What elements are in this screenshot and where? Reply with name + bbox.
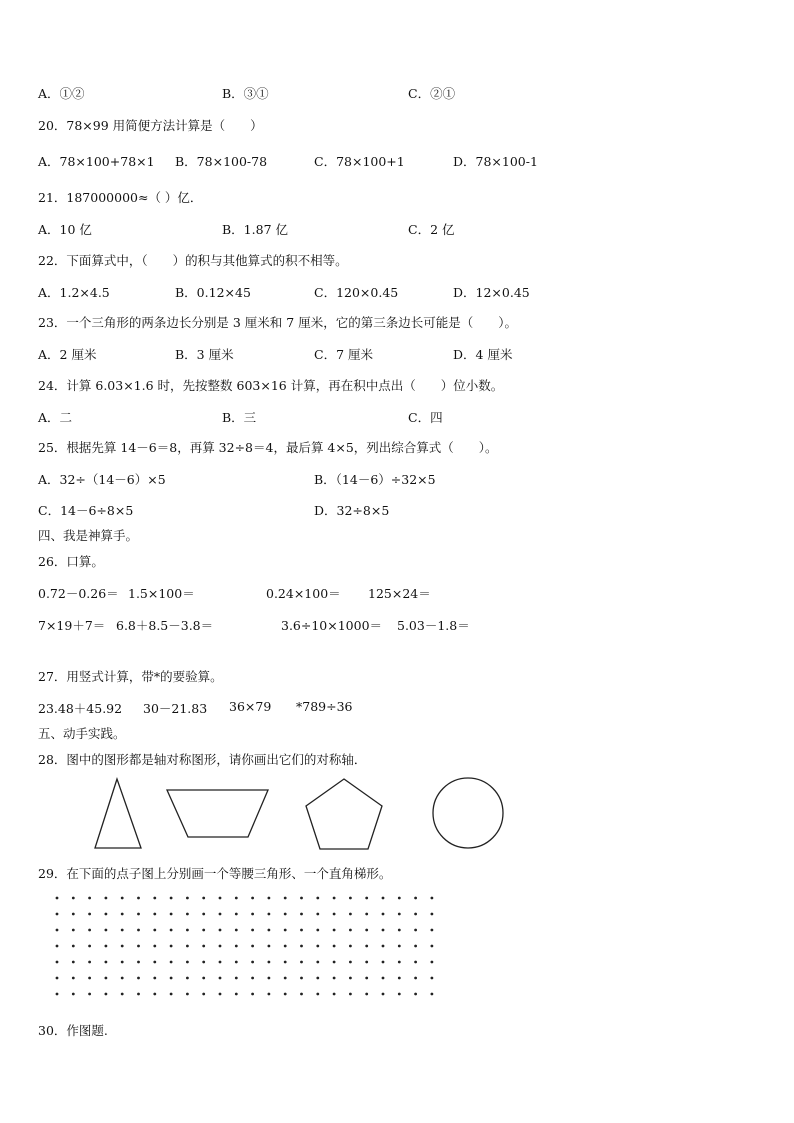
grid-dot	[284, 913, 287, 916]
grid-dot	[137, 913, 140, 916]
q26-item: 3.6÷10×1000＝	[281, 618, 383, 633]
grid-dot	[219, 913, 222, 916]
grid-dot	[414, 929, 417, 932]
grid-dot	[284, 945, 287, 948]
grid-dot	[153, 913, 156, 916]
grid-dot	[414, 913, 417, 916]
grid-dot	[349, 913, 352, 916]
q27-item: *789÷36	[296, 699, 353, 714]
grid-dot	[349, 945, 352, 948]
q27-item: 36×79	[229, 699, 272, 714]
q25-option-b: B．（14－6）÷32×5	[314, 472, 436, 487]
q27-item: 30－21.83	[143, 701, 208, 716]
grid-dot	[235, 977, 238, 980]
trapezoid-icon	[167, 790, 268, 837]
grid-dot	[219, 945, 222, 948]
grid-dot	[268, 945, 271, 948]
q25-option-a: A．32÷（14－6）×5	[38, 472, 166, 487]
grid-dot	[137, 897, 140, 900]
q24-option-c: C．四	[408, 410, 443, 425]
grid-dot	[349, 993, 352, 996]
grid-dot	[349, 929, 352, 932]
grid-dot	[121, 929, 124, 932]
grid-dot	[170, 913, 173, 916]
grid-dot	[382, 913, 385, 916]
grid-dot	[121, 993, 124, 996]
q22-option-d: D．12×0.45	[453, 285, 530, 300]
grid-dot	[365, 961, 368, 964]
grid-dot	[316, 993, 319, 996]
q26-item: 6.8＋8.5－3.8＝	[116, 618, 214, 633]
q27-stem: 27．用竖式计算，带*的要验算。	[38, 669, 223, 684]
grid-dot	[431, 945, 434, 948]
grid-dot	[153, 977, 156, 980]
grid-dot	[431, 929, 434, 932]
grid-dot	[349, 977, 352, 980]
q19-option-b: B．③①	[222, 86, 269, 101]
grid-dot	[284, 993, 287, 996]
grid-dot	[300, 977, 303, 980]
pentagon-icon	[306, 779, 382, 849]
q21-option-c: C．2 亿	[408, 222, 455, 237]
grid-dot	[72, 977, 75, 980]
circle-icon	[433, 778, 503, 848]
grid-dot	[186, 897, 189, 900]
grid-dot	[202, 929, 205, 932]
grid-dot	[431, 993, 434, 996]
grid-dot	[365, 977, 368, 980]
grid-dot	[316, 929, 319, 932]
grid-dot	[382, 977, 385, 980]
q22-option-b: B．0.12×45	[175, 285, 251, 300]
q20-stem: 20．78×99 用简便方法计算是（ ）	[38, 118, 263, 133]
grid-dot	[333, 961, 336, 964]
grid-dot	[316, 961, 319, 964]
grid-dot	[333, 993, 336, 996]
grid-dot	[300, 945, 303, 948]
grid-dot	[300, 993, 303, 996]
grid-dot	[219, 961, 222, 964]
q20-option-c: C．78×100+1	[314, 154, 405, 169]
grid-dot	[235, 913, 238, 916]
grid-dot	[88, 945, 91, 948]
grid-dot	[365, 913, 368, 916]
grid-dot	[219, 993, 222, 996]
grid-dot	[186, 977, 189, 980]
q20-option-a: A．78×100+78×1	[38, 154, 155, 169]
grid-dot	[121, 913, 124, 916]
grid-dot	[382, 961, 385, 964]
grid-dot	[365, 897, 368, 900]
grid-dot	[88, 913, 91, 916]
grid-dot	[414, 977, 417, 980]
grid-dot	[431, 897, 434, 900]
grid-dot	[414, 993, 417, 996]
grid-dot	[56, 897, 59, 900]
grid-dot	[235, 961, 238, 964]
grid-dot	[316, 977, 319, 980]
grid-dot	[105, 929, 108, 932]
grid-dot	[268, 929, 271, 932]
grid-dot	[219, 929, 222, 932]
grid-dot	[284, 977, 287, 980]
grid-dot	[186, 929, 189, 932]
q26-item: 125×24＝	[368, 586, 431, 601]
grid-dot	[268, 961, 271, 964]
grid-dot	[251, 993, 254, 996]
grid-dot	[251, 913, 254, 916]
grid-dot	[153, 961, 156, 964]
grid-dot	[333, 913, 336, 916]
grid-dot	[284, 961, 287, 964]
grid-dot	[202, 977, 205, 980]
grid-dot	[382, 897, 385, 900]
grid-dot	[268, 977, 271, 980]
dot-grid[interactable]	[45, 890, 465, 1005]
q23-option-b: B．3 厘米	[175, 347, 234, 362]
q26-stem: 26．口算。	[38, 554, 104, 569]
grid-dot	[170, 929, 173, 932]
grid-dot	[398, 929, 401, 932]
grid-dot	[333, 945, 336, 948]
q23-stem: 23．一个三角形的两条边长分别是 3 厘米和 7 厘米，它的第三条边长可能是（ ）。	[38, 315, 517, 330]
grid-dot	[398, 897, 401, 900]
grid-dot	[105, 945, 108, 948]
grid-dot	[414, 897, 417, 900]
grid-dot	[268, 897, 271, 900]
grid-dot	[268, 993, 271, 996]
grid-dot	[88, 961, 91, 964]
grid-dot	[153, 897, 156, 900]
q22-option-a: A．1.2×4.5	[38, 285, 110, 300]
grid-dot	[202, 897, 205, 900]
grid-dot	[431, 961, 434, 964]
q25-option-d: D．32÷8×5	[314, 503, 390, 518]
grid-dot	[186, 945, 189, 948]
grid-dot	[186, 993, 189, 996]
q26-item: 0.72－0.26＝	[38, 586, 119, 601]
q27-item: 23.48＋45.92	[38, 701, 123, 716]
q23-option-d: D．4 厘米	[453, 347, 513, 362]
grid-dot	[251, 945, 254, 948]
grid-dot	[398, 977, 401, 980]
grid-dot	[219, 977, 222, 980]
q23-option-a: A．2 厘米	[38, 347, 97, 362]
grid-dot	[170, 993, 173, 996]
q21-stem: 21．187000000≈（ ）亿．	[38, 190, 203, 205]
grid-dot	[333, 977, 336, 980]
grid-dot	[88, 897, 91, 900]
grid-dot	[398, 993, 401, 996]
grid-dot	[56, 993, 59, 996]
grid-dot	[398, 945, 401, 948]
grid-dot	[316, 913, 319, 916]
grid-dot	[88, 929, 91, 932]
q20-option-b: B．78×100-78	[175, 154, 268, 169]
grid-dot	[382, 929, 385, 932]
grid-dot	[431, 913, 434, 916]
grid-dot	[235, 897, 238, 900]
grid-dot	[170, 945, 173, 948]
grid-dot	[72, 913, 75, 916]
grid-dot	[219, 897, 222, 900]
grid-dot	[88, 993, 91, 996]
grid-dot	[414, 961, 417, 964]
grid-dot	[137, 945, 140, 948]
grid-dot	[235, 993, 238, 996]
grid-dot	[170, 897, 173, 900]
q19-option-a: A．①②	[38, 86, 85, 101]
grid-dot	[56, 977, 59, 980]
grid-dot	[72, 993, 75, 996]
grid-dot	[300, 961, 303, 964]
q30-stem: 30．作图题.	[38, 1023, 108, 1038]
grid-dot	[170, 961, 173, 964]
q25-stem: 25．根据先算 14－6＝8，再算 32÷8＝4，最后算 4×5，列出综合算式（ ）。	[38, 440, 498, 455]
grid-dot	[300, 897, 303, 900]
q20-option-d: D．78×100-1	[453, 154, 538, 169]
grid-dot	[300, 929, 303, 932]
grid-dot	[365, 945, 368, 948]
grid-dot	[56, 961, 59, 964]
q23-option-c: C．7 厘米	[314, 347, 373, 362]
grid-dot	[186, 961, 189, 964]
grid-dot	[316, 945, 319, 948]
grid-dot	[414, 945, 417, 948]
grid-dot	[251, 961, 254, 964]
q25-option-c: C．14－6÷8×5	[38, 503, 134, 518]
grid-dot	[72, 961, 75, 964]
grid-dot	[186, 913, 189, 916]
grid-dot	[137, 977, 140, 980]
grid-dot	[153, 929, 156, 932]
grid-dot	[316, 897, 319, 900]
grid-dot	[284, 897, 287, 900]
grid-dot	[56, 929, 59, 932]
q22-stem: 22．下面算式中，（ ）的积与其他算式的积不相等。	[38, 253, 348, 268]
grid-dot	[137, 929, 140, 932]
grid-dot	[349, 897, 352, 900]
grid-dot	[202, 993, 205, 996]
grid-dot	[56, 945, 59, 948]
grid-dot	[105, 913, 108, 916]
q22-option-c: C．120×0.45	[314, 285, 399, 300]
grid-dot	[56, 913, 59, 916]
grid-dot	[333, 929, 336, 932]
grid-dot	[88, 977, 91, 980]
grid-dot	[105, 977, 108, 980]
grid-dot	[137, 993, 140, 996]
triangle-icon	[95, 779, 141, 848]
grid-dot	[365, 929, 368, 932]
grid-dot	[398, 913, 401, 916]
grid-dot	[268, 913, 271, 916]
grid-dot	[105, 961, 108, 964]
grid-dot	[72, 929, 75, 932]
grid-dot	[121, 961, 124, 964]
q24-stem: 24．计算 6.03×1.6 时，先按整数 603×16 计算，再在积中点出（ ）位小数。	[38, 378, 504, 393]
grid-dot	[72, 897, 75, 900]
q24-option-a: A．二	[38, 410, 73, 425]
grid-dot	[121, 897, 124, 900]
q19-option-c: C．②①	[408, 86, 456, 101]
q24-option-b: B．三	[222, 410, 257, 425]
q28-shapes	[0, 776, 794, 856]
q29-stem: 29．在下面的点子图上分别画一个等腰三角形、一个直角梯形。	[38, 866, 392, 881]
grid-dot	[202, 913, 205, 916]
q28-stem: 28．图中的图形都是轴对称图形，请你画出它们的对称轴．	[38, 752, 367, 767]
grid-dot	[251, 929, 254, 932]
grid-dot	[398, 961, 401, 964]
grid-dot	[365, 993, 368, 996]
grid-dot	[235, 945, 238, 948]
grid-dot	[121, 945, 124, 948]
grid-dot	[105, 993, 108, 996]
grid-dot	[333, 897, 336, 900]
q21-option-a: A．10 亿	[38, 222, 92, 237]
grid-dot	[300, 913, 303, 916]
grid-dot	[72, 945, 75, 948]
grid-dot	[137, 961, 140, 964]
section-4-heading: 四、我是神算手。	[38, 528, 139, 543]
grid-dot	[349, 961, 352, 964]
section-5-heading: 五、动手实践。	[38, 726, 126, 741]
grid-dot	[235, 929, 238, 932]
grid-dot	[170, 977, 173, 980]
q26-item: 0.24×100＝	[266, 586, 341, 601]
grid-dot	[153, 945, 156, 948]
grid-dot	[202, 961, 205, 964]
q21-option-b: B．1.87 亿	[222, 222, 288, 237]
grid-dot	[382, 945, 385, 948]
grid-dot	[431, 977, 434, 980]
grid-dot	[202, 945, 205, 948]
grid-dot	[251, 897, 254, 900]
grid-dot	[121, 977, 124, 980]
q26-item: 1.5×100＝	[128, 586, 195, 601]
grid-dot	[153, 993, 156, 996]
grid-dot	[284, 929, 287, 932]
grid-dot	[251, 977, 254, 980]
grid-dot	[382, 993, 385, 996]
q26-item: 7×19＋7＝	[38, 618, 106, 633]
q26-item: 5.03－1.8＝	[397, 618, 470, 633]
grid-dot	[105, 897, 108, 900]
